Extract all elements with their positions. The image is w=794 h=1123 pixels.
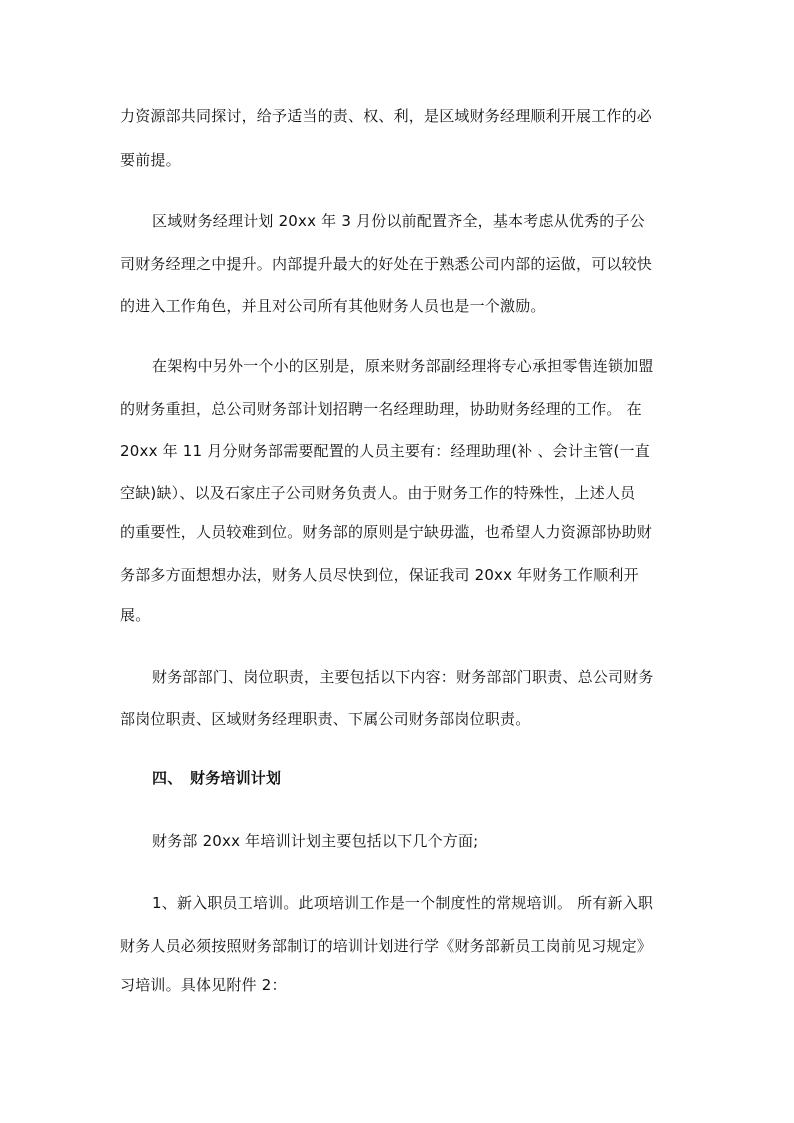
text-line: 空缺)缺）、以及石家庄子公司财务负责人。由于财务工作的特殊性，上述人员 — [120, 484, 636, 502]
text-line: 司财务经理之中提升。内部提升最大的好处在于熟悉公司内部的运做，可以较快 — [120, 255, 653, 273]
text-line: 展。 — [120, 606, 151, 624]
text-line: 要前提。 — [120, 151, 181, 169]
text-line: 务部多方面想想办法，财务人员尽快到位，保证我司 20xx 年财务工作顺利开 — [120, 566, 639, 584]
text-line: 财务部 20xx 年培训计划主要包括以下几个方面; — [152, 832, 479, 850]
text-line: 部岗位职责、区域财务经理职责、下属公司财务部岗位职责。 — [120, 710, 531, 728]
text-line: 的财务重担，总公司财务部计划招聘一名经理助理，协助财务经理的工作。 在 — [120, 400, 642, 418]
section-number: 四、 — [152, 769, 183, 787]
section-heading — [152, 768, 281, 788]
text-line: 1、新入职员工培训。此项培训工作是一个制度性的常规培训。 所有新入职 — [152, 894, 654, 912]
text-line: 财务人员必须按照财务部制订的培训计划进行学《财务部新员工岗前见习规定》 — [120, 937, 653, 955]
text-line: 的重要性，人员较难到位。财务部的原则是宁缺毋滥，也希望人力资源部协助财 — [120, 523, 653, 541]
text-line: 在架构中另外一个小的区别是，原来财务部副经理将专心承担零售连锁加盟 — [152, 357, 654, 375]
text-line: 财务部部门、岗位职责，主要包括以下内容：财务部部门职责、总公司财务 — [152, 668, 654, 686]
text-line: 区域财务经理计划 20xx 年 3 月份以前配置齐全，基本考虑从优秀的子公 — [152, 212, 645, 230]
section-title: 财务培训计划 — [190, 769, 282, 787]
text-line: 力资源部共同探讨，给予适当的责、权、利，是区域财务经理顺利开展工作的必 — [120, 107, 653, 125]
text-line: 20xx 年 11 月分财务部需要配置的人员主要有：经理助理(补 、会计主管(一直 — [120, 442, 650, 460]
text-line: 习培训。具体见附件 2： — [120, 976, 287, 994]
text-line: 的进入工作角色，并且对公司所有其他财务人员也是一个激励。 — [120, 297, 546, 315]
